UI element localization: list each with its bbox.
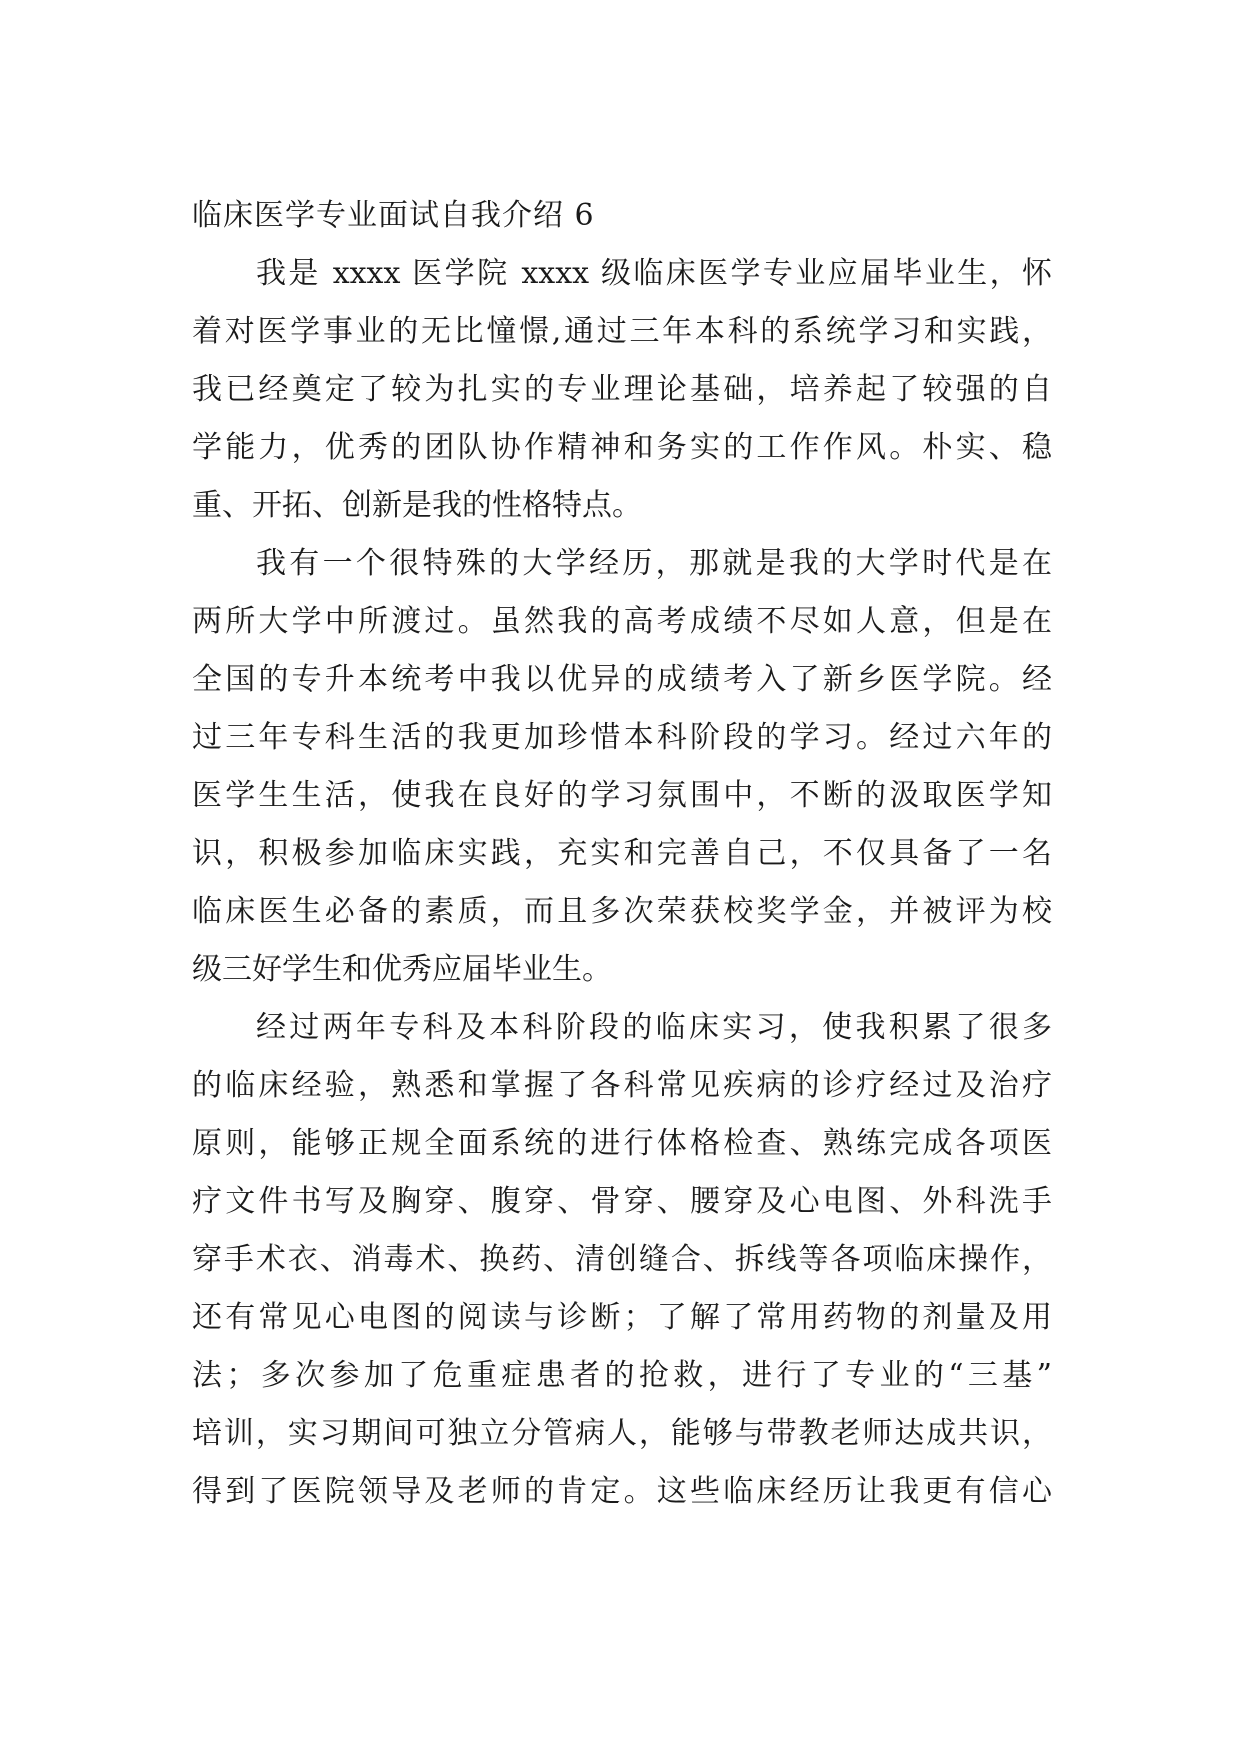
document-body bbox=[192, 187, 1052, 1521]
paragraph-line: 着对医学事业的无比憧憬,通过三年本科的系统学习和实践， bbox=[192, 314, 1052, 349]
paragraph-line: 医学生生活，使我在良好的学习氛围中，不断的汲取医学知 bbox=[192, 778, 1052, 813]
paragraph-line: 经过两年专科及本科阶段的临床实习，使我积累了很多 bbox=[256, 1010, 1052, 1045]
paragraph-line: 得到了医院领导及老师的肯定。这些临床经历让我更有信心 bbox=[192, 1474, 1052, 1509]
paragraph-line: 我是 xxxx 医学院 xxxx 级临床医学专业应届毕业生，怀 bbox=[256, 256, 1052, 291]
paragraph-line: 重、开拓、创新是我的性格特点。 bbox=[192, 488, 642, 523]
paragraph-line: 学能力，优秀的团队协作精神和务实的工作作风。朴实、稳 bbox=[192, 430, 1052, 465]
paragraph-3 bbox=[192, 999, 1052, 1521]
paragraph-line: 原则，能够正规全面系统的进行体格检查、熟练完成各项医 bbox=[192, 1126, 1052, 1161]
paragraph-line: 还有常见心电图的阅读与诊断；了解了常用药物的剂量及用 bbox=[192, 1300, 1052, 1335]
document-title: 临床医学专业面试自我介绍 6 bbox=[192, 198, 595, 233]
paragraph-line: 我有一个很特殊的大学经历，那就是我的大学时代是在 bbox=[256, 546, 1052, 581]
paragraph-line: 级三好学生和优秀应届毕业生。 bbox=[192, 952, 612, 987]
paragraph-line: 识，积极参加临床实践，充实和完善自己，不仅具备了一名 bbox=[192, 836, 1052, 871]
paragraph-line: 临床医生必备的素质，而且多次荣获校奖学金，并被评为校 bbox=[192, 894, 1052, 929]
paragraph-line: 两所大学中所渡过。虽然我的高考成绩不尽如人意，但是在 bbox=[192, 604, 1052, 639]
paragraph-1 bbox=[192, 245, 1052, 535]
paragraph-line: 全国的专升本统考中我以优异的成绩考入了新乡医学院。经 bbox=[192, 662, 1052, 697]
paragraph-line: 过三年专科生活的我更加珍惜本科阶段的学习。经过六年的 bbox=[192, 720, 1052, 755]
paragraph-line: 我已经奠定了较为扎实的专业理论基础，培养起了较强的自 bbox=[192, 372, 1052, 407]
paragraph-line: 法；多次参加了危重症患者的抢救，进行了专业的“三基” bbox=[192, 1358, 1052, 1393]
paragraph-line: 培训，实习期间可独立分管病人，能够与带教老师达成共识， bbox=[192, 1416, 1052, 1451]
paragraph-2 bbox=[192, 535, 1052, 999]
paragraph-line: 穿手术衣、消毒术、换药、清创缝合、拆线等各项临床操作， bbox=[192, 1242, 1052, 1277]
paragraph-line: 的临床经验，熟悉和掌握了各科常见疾病的诊疗经过及治疗 bbox=[192, 1068, 1052, 1103]
paragraph-line: 疗文件书写及胸穿、腹穿、骨穿、腰穿及心电图、外科洗手 bbox=[192, 1184, 1052, 1219]
